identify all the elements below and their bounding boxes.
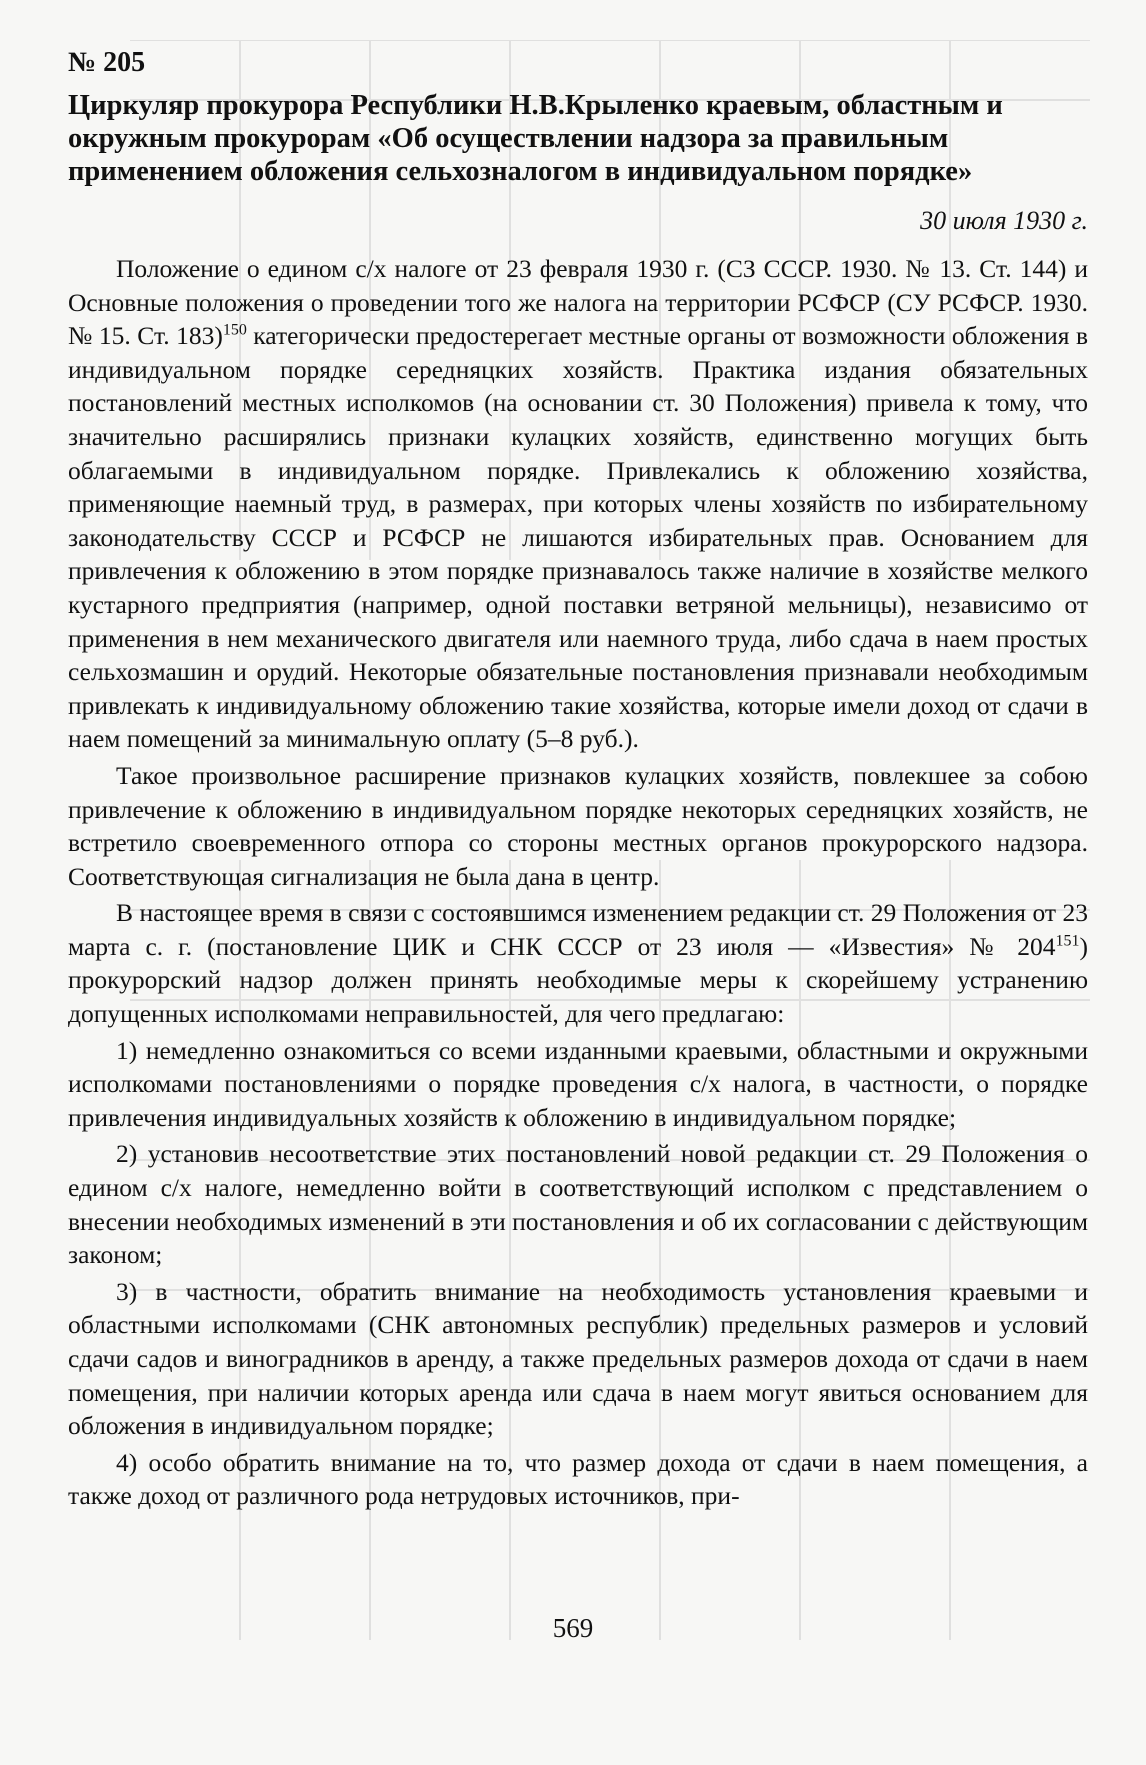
- list-item-text: 4) особо обратить внимание на то, что размер дохода от сдачи в наем помещения, а также доход от различного рода нетрудовых источников, при-: [68, 1447, 1088, 1511]
- list-item: [68, 1137, 1088, 1271]
- list-item: [68, 1275, 1088, 1443]
- footnote-ref: 150: [222, 321, 247, 339]
- paragraph-text: В настоящее время в связи с состоявшимся изменением редакции ст. 29 Положения от 23 марта с. г. (постановление ЦИК и СНК СССР от 23 июля — «Известия» № 204: [68, 898, 1088, 961]
- list-item-text: 3) в частности, обратить внимание на необходимость установления краевыми и областными исполкомами (СНК автономных республик) предельных размеров и условий сдачи садов и виноградников в аренду, а также предельных размеров дохода от сдачи в наем помещения, при наличии которых аренда или сдача в наем могут явиться основанием для обложения в индивидуальном порядке;: [68, 1276, 1088, 1441]
- document-date: 30 июля 1930 г.: [920, 206, 1088, 235]
- page-number: 569: [552, 1613, 594, 1643]
- list-item-text: 1) немедленно ознакомиться со всеми изданными краевыми, областными и окружными исполкомами постановлениями о порядке проведения с/х налога, в частности, о порядке привлечения индивидуальных хозяйств к обложению в индивидуальном порядке;: [68, 1035, 1088, 1132]
- paragraph-text-cont: категорически предостерегает местные органы от возможности обложения в индивидуальном порядке середняцких хозяйств. Практика издания обязательных постановлений местных исполкомов (на основании ст. 30 Положения) привела к тому, что значительно расширялись признаки кулацких хозяйств, единственно могущих быть облагаемыми в индивидуальном порядке. Привлекались к обложению хозяйства, применяющие наемный труд, в размерах, при которых члены хозяйств по избирательному законодательству СССР и РСФСР не лишаются избирательных прав. Основанием для привлечения к обложению в этом порядке признавалось также наличие в хозяйстве мелкого кустарного предприятия (например, одной поставки ветряной мельницы), независимо от применения в нем механического двигателя или наемного труда, либо сдача в наем простых сельхозмашин и орудий. Некоторые обязательные постановления признавали необходимым привлекать к индивидуальному обложению такие хозяйства, которые имели доход от сдачи в наем помещений за минимальную оплату (5–8 руб.).: [68, 321, 1088, 754]
- paragraph-text-cont: ) прокурорский надзор должен принять необходимые меры к скорейшему устранению допущенных исполкомами неправильностей, для чего предлагаю:: [68, 931, 1088, 1029]
- list-item-text: 2) установив несоответствие этих постановлений новой редакции ст. 29 Положения о едином с/х налоге, немедленно войти в соответствующий исполком с представлением о внесении необходимых изменений в эти постановления и об их согласовании с действующим законом;: [68, 1139, 1088, 1270]
- list-item: [68, 1034, 1088, 1135]
- paragraph: [68, 252, 1088, 756]
- paragraph: [68, 759, 1088, 893]
- paragraph-text: Такое произвольное расширение признаков кулацких хозяйств, повлекшее за собою привлечение к обложению в индивидуальном порядке некоторых середняцких хозяйств, не встретило своевременного отпора со стороны местных органов прокурорского надзора. Соответствующая сигнализация не была дана в центр.: [68, 760, 1088, 891]
- footnote-ref: 151: [1055, 932, 1080, 950]
- document-body: [68, 46, 1088, 1516]
- paragraph-text: Положение о едином с/х налоге от 23 февраля 1930 г. (СЗ СССР. 1930. № 13. Ст. 144) и Основные положения о проведении того же налога на территории РСФСР (СУ РСФСР. 1930. № 15. Ст. 183): [68, 254, 1088, 351]
- list-item: [68, 1446, 1088, 1513]
- document-title: Циркуляр прокурора Республики Н.В.Крыленко краевым, областным и окружным прокурорам «Об осуществлении надзора за правильным применением обложения сельхозналогом в индивидуальном порядке»: [68, 90, 1003, 187]
- paragraph: [68, 896, 1088, 1030]
- document-number: № 205: [68, 47, 146, 78]
